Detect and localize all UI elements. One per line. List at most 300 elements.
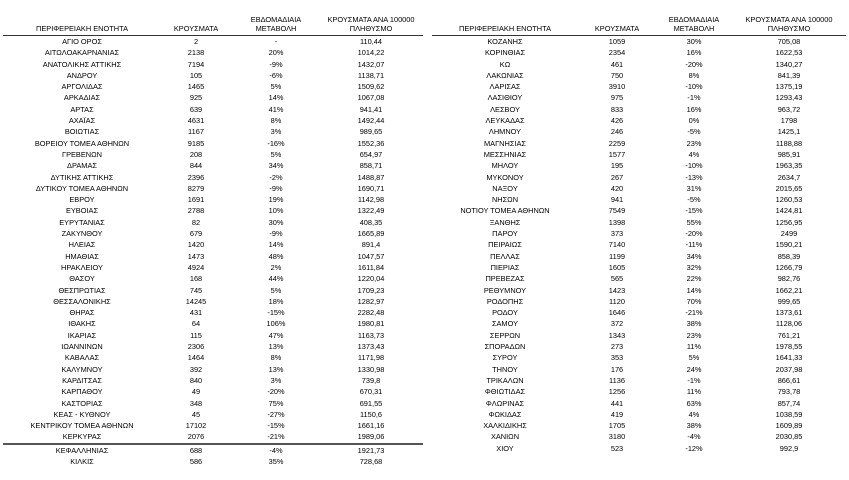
per-100k-cell: 654,97 <box>359 149 383 159</box>
table-row <box>3 160 423 171</box>
cases-cell: 844 <box>189 161 203 171</box>
table-row <box>432 47 846 58</box>
region-cell: ΣΠΟΡΑΔΩΝ <box>484 342 526 352</box>
region-cell: ΚΕΝΤΡΙΚΟΥ ΤΟΜΕΑ ΑΘΗΝΩΝ <box>30 421 134 431</box>
table-row <box>432 262 846 273</box>
header-region: ΠΕΡΙΦΕΡΕΙΑΚΗ ΕΝΟΤΗΤΑ <box>459 24 551 33</box>
per-100k-cell: 1622,53 <box>775 48 803 58</box>
per-100k-cell: 1188,88 <box>775 138 803 148</box>
cases-cell: 195 <box>610 161 624 171</box>
weekly-change-cell: -9% <box>269 59 283 69</box>
cases-cell: 1120 <box>609 296 625 306</box>
table-row <box>432 92 846 103</box>
weekly-change-cell: 4% <box>688 409 700 419</box>
table-row <box>3 386 423 397</box>
per-100k-cell: 999,65 <box>777 296 801 306</box>
cases-cell: 1398 <box>608 217 626 227</box>
table-row <box>3 296 423 307</box>
region-cell: ΛΑΡΙΣΑΣ <box>489 82 521 92</box>
per-100k-cell: 1171,98 <box>357 353 385 363</box>
cases-cell: 49 <box>191 387 201 397</box>
cases-cell: 925 <box>189 93 203 103</box>
weekly-change-cell: 24% <box>686 364 702 374</box>
table-row <box>3 273 423 284</box>
table-row <box>432 420 846 431</box>
cases-cell: 1167 <box>188 127 204 137</box>
weekly-change-cell: -1% <box>687 93 701 103</box>
table-row <box>432 375 846 386</box>
per-100k-cell: 1661,16 <box>357 421 385 431</box>
table-row <box>432 285 846 296</box>
cases-cell: 9185 <box>187 138 205 148</box>
per-100k-cell: 982,76 <box>777 274 801 284</box>
region-cell: ΖΑΚΥΝΘΟΥ <box>61 229 103 239</box>
cases-cell: 8279 <box>187 183 205 193</box>
per-100k-cell: 728,68 <box>359 456 383 466</box>
weekly-change-cell: -9% <box>269 229 283 239</box>
weekly-change-cell: 30% <box>268 217 284 227</box>
table-row <box>432 341 846 352</box>
per-100k-cell: 1641,33 <box>775 353 803 363</box>
table-row <box>432 307 846 318</box>
weekly-change-cell: -15% <box>685 206 703 216</box>
weekly-change-cell: 3% <box>270 375 282 385</box>
cases-cell: 3910 <box>608 82 626 92</box>
cases-cell: 586 <box>189 456 203 466</box>
cases-cell: 4924 <box>187 262 205 272</box>
region-cell: ΕΥΡΥΤΑΝΙΑΣ <box>59 217 105 227</box>
region-cell: ΝΗΣΩΝ <box>491 195 519 205</box>
table-row <box>432 296 846 307</box>
table-row <box>3 341 423 352</box>
per-100k-cell: 857,74 <box>777 398 801 408</box>
weekly-change-cell: 35% <box>268 456 284 466</box>
cases-cell: 105 <box>189 70 203 80</box>
cases-cell: 461 <box>610 59 624 69</box>
weekly-change-cell: 55% <box>686 217 702 227</box>
per-100k-cell: 1509,62 <box>357 82 385 92</box>
region-cell: ΑΡΚΑΔΙΑΣ <box>63 93 101 103</box>
table-row <box>3 115 423 126</box>
cases-cell: 2354 <box>608 48 626 58</box>
cases-cell: 1256 <box>608 387 626 397</box>
region-cell: ΧΑΝΙΩΝ <box>490 432 520 442</box>
region-cell: ΑΡΓΟΛΙΔΑΣ <box>61 82 103 92</box>
table-row <box>3 239 423 250</box>
weekly-change-cell: 23% <box>686 138 702 148</box>
table-row <box>3 307 423 318</box>
cases-cell: 750 <box>610 70 624 80</box>
per-100k-cell: 705,08 <box>777 37 801 46</box>
weekly-change-cell: 14% <box>268 93 284 103</box>
cases-cell: 565 <box>610 274 624 284</box>
region-cell: ΚΑΡΠΑΘΟΥ <box>61 387 103 397</box>
table-row <box>3 352 423 363</box>
table-row <box>3 262 423 273</box>
region-cell: ΠΡΕΒΕΖΑΣ <box>485 274 525 284</box>
weekly-change-cell: 3% <box>270 127 282 137</box>
region-cell: ΡΟΔΟΥ <box>492 308 518 318</box>
weekly-change-cell: -21% <box>685 308 703 318</box>
per-100k-cell: 1293,43 <box>775 93 803 103</box>
weekly-change-cell: 106% <box>266 319 286 329</box>
region-cell: ΘΗΡΑΣ <box>69 308 95 318</box>
table-row <box>432 70 846 81</box>
cases-cell: 2259 <box>608 138 626 148</box>
per-100k-cell: 1375,19 <box>775 82 803 92</box>
weekly-change-cell: -2% <box>269 172 283 182</box>
table-row <box>3 70 423 81</box>
table-row <box>432 149 846 160</box>
region-cell: ΝΟΤΙΟΥ ΤΟΜΕΑ ΑΘΗΝΩΝ <box>460 206 550 216</box>
table-row <box>3 194 423 205</box>
region-cell: ΜΑΓΝΗΣΙΑΣ <box>484 138 526 148</box>
weekly-change-cell: 16% <box>686 104 702 114</box>
weekly-change-cell: 11% <box>686 342 702 352</box>
per-100k-cell: 1609,89 <box>775 421 803 431</box>
table-row <box>3 217 423 228</box>
region-cell: ΠΕΛΛΑΣ <box>490 251 520 261</box>
region-cell: ΑΡΤΑΣ <box>70 104 94 114</box>
region-cell: ΔΡΑΜΑΣ <box>67 161 97 171</box>
table-row <box>432 228 846 239</box>
weekly-change-cell: -15% <box>267 421 285 431</box>
region-cell: ΛΕΣΒΟΥ <box>490 104 520 114</box>
weekly-change-cell: 32% <box>686 262 702 272</box>
weekly-change-cell: 20% <box>268 48 284 58</box>
per-100k-cell: 891,4 <box>361 240 381 250</box>
region-cell: ΚΩ <box>499 59 511 69</box>
per-100k-cell: 858,71 <box>359 161 383 171</box>
cases-cell: 14245 <box>185 296 207 306</box>
region-cell: ΚΑΒΑΛΑΣ <box>64 353 100 363</box>
table-row <box>432 160 846 171</box>
per-100k-cell: 1266,79 <box>775 262 803 272</box>
per-100k-cell: 1921,73 <box>357 445 385 455</box>
cases-cell: 833 <box>610 104 624 114</box>
cases-cell: 2306 <box>187 342 205 352</box>
region-cell: ΚΑΡΔΙΤΣΑΣ <box>62 375 102 385</box>
cases-cell: 7194 <box>187 59 205 69</box>
table-row <box>3 251 423 262</box>
region-cell: ΛΑΚΩΝΙΑΣ <box>486 70 524 80</box>
per-100k-cell: 110,44 <box>359 37 383 46</box>
weekly-change-cell: -20% <box>267 387 285 397</box>
cases-cell: 267 <box>610 172 624 182</box>
cases-cell: 2788 <box>187 206 205 216</box>
cases-cell: 441 <box>610 398 624 408</box>
cases-cell: 679 <box>189 229 203 239</box>
table-row <box>3 126 423 137</box>
cases-cell: 420 <box>610 183 624 193</box>
right-table-header <box>432 13 846 36</box>
right-table <box>432 13 846 454</box>
table-row <box>3 318 423 329</box>
per-100k-cell: 2499 <box>780 229 798 239</box>
weekly-change-cell: -16% <box>267 138 285 148</box>
region-cell: ΦΩΚΙΔΑΣ <box>488 409 522 419</box>
table-row <box>3 205 423 216</box>
weekly-change-cell: -9% <box>269 183 283 193</box>
cases-cell: 373 <box>610 229 624 239</box>
table-row <box>432 239 846 250</box>
table-row <box>432 443 846 454</box>
table-row <box>432 398 846 409</box>
weekly-change-cell: 34% <box>686 251 702 261</box>
cases-cell: 4631 <box>187 116 205 126</box>
header-cases: ΚΡΟΥΣΜΑΤΑ <box>173 24 219 33</box>
header-per-100k: ΚΡΟΥΣΜΑΤΑ ΑΝΑ 100000 ΠΛΗΘΥΣΜΟ <box>745 15 833 33</box>
cases-cell: 2076 <box>187 432 205 442</box>
per-100k-cell: 793,78 <box>777 387 801 397</box>
table-row <box>3 364 423 375</box>
table-row <box>3 138 423 149</box>
region-cell: ΚΕΑΣ - ΚΥΘΝΟΥ <box>53 409 111 419</box>
cases-cell: 1420 <box>187 240 205 250</box>
region-cell: ΚΟΖΑΝΗΣ <box>487 37 523 46</box>
weekly-change-cell: -1% <box>687 375 701 385</box>
weekly-change-cell: -4% <box>687 432 701 442</box>
weekly-change-cell: 19% <box>268 195 284 205</box>
per-100k-cell: 985,91 <box>777 149 801 159</box>
table-row <box>3 456 423 467</box>
table-row <box>432 318 846 329</box>
per-100k-cell: 1980,81 <box>357 319 385 329</box>
per-100k-cell: 691,55 <box>359 398 383 408</box>
per-100k-cell: 1150,6 <box>359 409 383 419</box>
weekly-change-cell: 47% <box>268 330 284 340</box>
weekly-change-cell: 13% <box>268 364 284 374</box>
region-cell: ΙΩΑΝΝΙΝΩΝ <box>61 342 103 352</box>
region-cell: ΑΧΑΪΑΣ <box>68 116 96 126</box>
weekly-change-cell: 13% <box>268 342 284 352</box>
weekly-change-cell: 44% <box>268 274 284 284</box>
weekly-change-cell: 38% <box>686 319 702 329</box>
per-100k-cell: 1220,04 <box>357 274 385 284</box>
weekly-change-cell: 63% <box>686 398 702 408</box>
region-cell: ΠΑΡΟΥ <box>492 229 518 239</box>
weekly-change-cell: 75% <box>268 398 284 408</box>
cases-cell: 431 <box>189 308 203 318</box>
table-row <box>432 409 846 420</box>
cases-cell: 1136 <box>609 375 625 385</box>
cases-cell: 168 <box>189 274 203 284</box>
cases-cell: 7549 <box>608 206 626 216</box>
table-row <box>3 228 423 239</box>
region-cell: ΧΙΟΥ <box>496 443 514 453</box>
per-100k-cell: 2037,98 <box>775 364 803 374</box>
per-100k-cell: 2015,65 <box>775 183 803 193</box>
table-row <box>432 126 846 137</box>
weekly-change-cell: 38% <box>686 421 702 431</box>
table-row <box>432 183 846 194</box>
region-cell: ΛΗΜΝΟΥ <box>488 127 522 137</box>
cases-cell: 372 <box>610 319 624 329</box>
region-cell: ΜΥΚΟΝΟΥ <box>486 172 524 182</box>
region-cell: ΜΕΣΣΗΝΙΑΣ <box>483 149 527 159</box>
right-table-body <box>432 36 846 454</box>
table-row <box>3 398 423 409</box>
table-row <box>432 194 846 205</box>
cases-cell: 426 <box>610 116 624 126</box>
per-100k-cell: 1963,35 <box>775 161 803 171</box>
cases-cell: 348 <box>189 398 203 408</box>
per-100k-cell: 1014,22 <box>357 48 385 58</box>
weekly-change-cell: 8% <box>270 353 282 363</box>
weekly-change-cell: 48% <box>268 251 284 261</box>
table-row <box>432 386 846 397</box>
table-row <box>3 59 423 70</box>
table-row <box>432 352 846 363</box>
weekly-change-cell: -10% <box>685 82 703 92</box>
region-cell: ΑΝΔΡΟΥ <box>66 70 98 80</box>
region-cell: ΗΡΑΚΛΕΙΟΥ <box>61 262 103 272</box>
table-row <box>3 36 423 47</box>
weekly-change-cell: 0% <box>688 116 700 126</box>
region-cell: ΦΘΙΩΤΙΔΑΣ <box>484 387 526 397</box>
cases-cell: 64 <box>191 319 201 329</box>
table-row <box>432 217 846 228</box>
per-100k-cell: 1662,21 <box>775 285 803 295</box>
weekly-change-cell: 31% <box>686 183 702 193</box>
per-100k-cell: 1611,84 <box>357 262 385 272</box>
cases-cell: 1646 <box>608 308 626 318</box>
cases-cell: 2138 <box>187 48 205 58</box>
weekly-change-cell: -6% <box>269 70 283 80</box>
weekly-change-cell: 22% <box>686 274 702 284</box>
weekly-change-cell: 23% <box>686 330 702 340</box>
table-row <box>3 431 423 442</box>
weekly-change-cell: -15% <box>267 308 285 318</box>
table-row <box>3 149 423 160</box>
table-row <box>432 273 846 284</box>
per-100k-cell: 1138,71 <box>357 70 385 80</box>
region-cell: ΑΝΑΤΟΛΙΚΗΣ ΑΤΤΙΚΗΣ <box>42 59 122 69</box>
per-100k-cell: 1260,53 <box>775 195 803 205</box>
cases-cell: 115 <box>190 330 202 340</box>
table-row <box>432 81 846 92</box>
region-cell: ΧΑΛΚΙΔΙΚΗΣ <box>483 421 527 431</box>
per-100k-cell: 989,65 <box>359 127 383 137</box>
per-100k-cell: 1047,57 <box>357 251 385 261</box>
per-100k-cell: 1552,36 <box>357 138 385 148</box>
weekly-change-cell: 5% <box>270 285 282 295</box>
weekly-change-cell: -10% <box>685 161 703 171</box>
per-100k-cell: 1492,44 <box>357 116 385 126</box>
cases-cell: 246 <box>610 127 624 137</box>
region-cell: ΚΑΛΥΜΝΟΥ <box>61 364 103 374</box>
weekly-change-cell: -4% <box>269 445 283 455</box>
region-cell: ΓΡΕΒΕΝΩΝ <box>62 149 102 159</box>
cases-cell: 1343 <box>608 330 626 340</box>
table-row <box>432 330 846 341</box>
region-cell: ΡΕΘΥΜΝΟΥ <box>483 285 527 295</box>
region-cell: ΞΑΝΘΗΣ <box>489 217 521 227</box>
region-cell: ΒΟΡΕΙΟΥ ΤΟΜΕΑ ΑΘΗΝΩΝ <box>34 138 130 148</box>
cases-cell: 1059 <box>608 37 626 46</box>
per-100k-cell: 2030,85 <box>775 432 803 442</box>
cases-cell: 688 <box>189 445 203 455</box>
region-cell: ΝΑΞΟΥ <box>492 183 518 193</box>
per-100k-cell: 1256,95 <box>775 217 803 227</box>
weekly-change-cell: 41% <box>268 104 284 114</box>
table-row <box>432 138 846 149</box>
region-cell: ΤΡΙΚΑΛΩΝ <box>486 375 524 385</box>
per-100k-cell: 866,61 <box>777 375 801 385</box>
cases-cell: 7140 <box>608 240 626 250</box>
header-weekly-change: ΕΒΔΟΜΑΔΙΑΙΑ ΜΕΤΑΒΟΛΗ <box>250 15 302 33</box>
cases-cell: 3180 <box>608 432 626 442</box>
cases-cell: 82 <box>191 217 201 227</box>
per-100k-cell: 1798 <box>780 116 798 126</box>
region-cell: ΚΙΛΚΙΣ <box>70 456 94 466</box>
table-row <box>3 183 423 194</box>
cases-cell: 392 <box>189 364 203 374</box>
per-100k-cell: 1373,43 <box>357 342 385 352</box>
per-100k-cell: 1340,27 <box>775 59 803 69</box>
cases-cell: 45 <box>191 409 201 419</box>
cases-cell: 840 <box>189 375 203 385</box>
cases-cell: 353 <box>610 353 624 363</box>
cases-cell: 523 <box>610 443 624 453</box>
weekly-change-cell: 8% <box>688 70 700 80</box>
cases-cell: 1423 <box>608 285 626 295</box>
per-100k-cell: 739,8 <box>361 375 381 385</box>
weekly-change-cell: -11% <box>685 240 703 250</box>
weekly-change-cell: 16% <box>686 48 702 58</box>
cases-cell: 176 <box>610 364 624 374</box>
weekly-change-cell: 5% <box>688 353 700 363</box>
table-row <box>3 443 423 456</box>
region-cell: ΡΟΔΟΠΗΣ <box>486 296 524 306</box>
cases-cell: 1199 <box>609 251 625 261</box>
cases-cell: 1605 <box>608 262 626 272</box>
region-cell: ΠΕΙΡΑΙΩΣ <box>488 240 522 250</box>
per-100k-cell: 1038,59 <box>775 409 803 419</box>
region-cell: ΘΑΣΟΥ <box>69 274 95 284</box>
cases-cell: 1464 <box>187 353 205 363</box>
header-per-100k: ΚΡΟΥΣΜΑΤΑ ΑΝΑ 100000 ΠΛΗΘΥΣΜΟ <box>327 15 415 33</box>
cases-cell: 273 <box>610 342 624 352</box>
per-100k-cell: 2282,48 <box>357 308 385 318</box>
table-row <box>3 375 423 386</box>
weekly-change-cell: 34% <box>268 161 284 171</box>
region-cell: ΗΜΑΘΙΑΣ <box>65 251 99 261</box>
cases-cell: 1465 <box>187 82 205 92</box>
left-table <box>3 13 423 467</box>
cases-cell: 17102 <box>185 421 207 431</box>
left-table-header <box>3 13 423 36</box>
per-100k-cell: 1163,73 <box>357 330 385 340</box>
table-row <box>432 104 846 115</box>
per-100k-cell: 1590,21 <box>775 240 803 250</box>
region-cell: ΗΛΕΙΑΣ <box>68 240 96 250</box>
table-row <box>3 81 423 92</box>
cases-cell: 745 <box>189 285 203 295</box>
per-100k-cell: 941,41 <box>359 104 383 114</box>
region-cell: ΜΗΛΟΥ <box>491 161 519 171</box>
weekly-change-cell: 2% <box>270 262 282 272</box>
table-row <box>3 47 423 58</box>
per-100k-cell: 1067,08 <box>357 93 385 103</box>
region-cell: ΣΕΡΡΩΝ <box>489 330 521 340</box>
region-cell: ΕΥΒΟΙΑΣ <box>65 206 99 216</box>
region-cell: ΛΑΣΙΘΙΟΥ <box>487 93 523 103</box>
per-100k-cell: 1330,98 <box>357 364 385 374</box>
weekly-change-cell: 5% <box>270 82 282 92</box>
region-cell: ΣΑΜΟΥ <box>491 319 519 329</box>
cases-cell: 2 <box>193 37 199 46</box>
